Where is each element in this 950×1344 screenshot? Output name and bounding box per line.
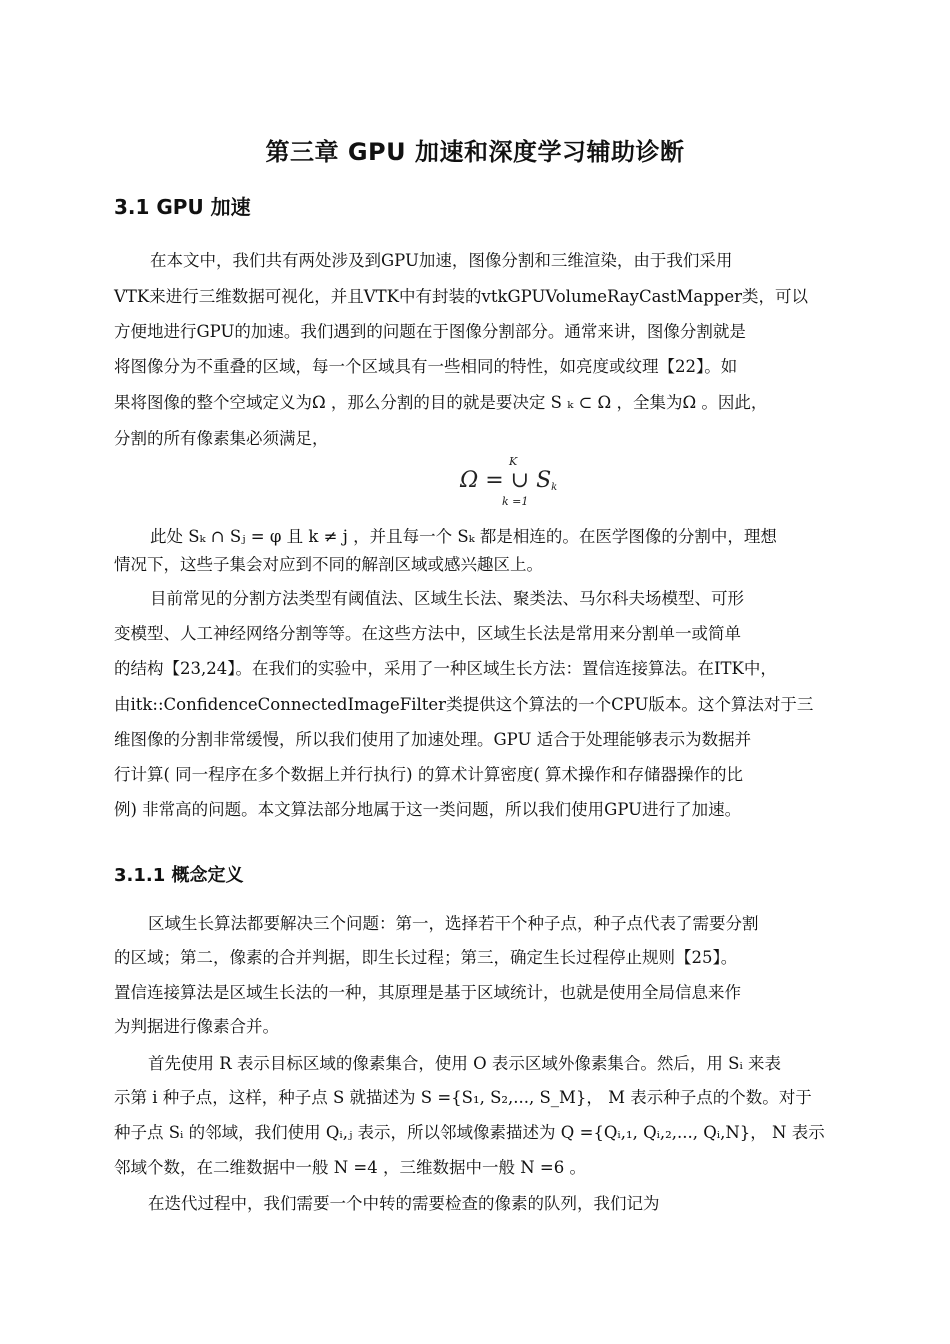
chapter-title: 第三章 GPU 加速和深度学习辅助诊断 [265, 138, 685, 166]
text-line: 目前常见的分割方法类型有阈值法、区域生长法、聚类法、马尔科夫场模型、可形 [150, 589, 744, 608]
equation-subscript: k [551, 482, 558, 493]
text-line: 情况下，这些子集会对应到不同的解剖区域或感兴趣区上。 [114, 555, 543, 574]
text-line: 置信连接算法是区域生长法的一种，其原理是基于区域统计，也就是使用全局信息来作 [114, 983, 741, 1002]
subsection-title: 3.1.1 概念定义 [114, 865, 244, 886]
text-line: 将图像分为不重叠的区域，每一个区域具有一些相同的特性，如亮度或纹理【22】。如 [114, 357, 738, 376]
text-line: 由itk::ConfidenceConnectedImageFilter类提供这个算法的一个CPU版本。这个算法对于三 [114, 695, 814, 714]
text-line: 的结构【23,24】。在我们的实验中，采用了一种区域生长方法：置信连接算法。在ITK中， [114, 659, 777, 678]
equation-main: Ω = ∪ S [460, 468, 552, 493]
text-line: 例) 非常高的问题。本文算法部分地属于这一类问题，所以我们使用GPU进行了加速。 [114, 800, 742, 819]
text-line: 为判据进行像素合并。 [114, 1017, 279, 1036]
equation-upper-limit: K [509, 455, 518, 468]
equation-lower-limit: k =1 [502, 495, 529, 508]
display-equation [0, 455, 950, 511]
text-line: 方便地进行GPU的加速。我们遇到的问题在于图像分割部分。通常来讲，图像分割就是 [114, 322, 746, 341]
text-line: 示第 i 种子点，这样，种子点 S 就描述为 S ={S₁, S₂,..., S_M}， M 表示种子点的个数。对于 [114, 1088, 812, 1107]
text-line: 维图像的分割非常缓慢，所以我们使用了加速处理。GPU 适合于处理能够表示为数据并 [114, 730, 752, 749]
text-line: 首先使用 R 表示目标区域的像素集合，使用 O 表示区域外像素集合。然后，用 Sᵢ 来表 [148, 1054, 782, 1073]
section-title: 3.1 GPU 加速 [114, 195, 251, 219]
text-line: 邻域个数，在二维数据中一般 N =4 ，三维数据中一般 N =6 。 [114, 1158, 586, 1177]
text-line: 行计算( 同一程序在多个数据上并行执行) 的算术计算密度( 算术操作和存储器操作的比 [114, 765, 744, 784]
text-line: 此处 Sₖ ∩ Sⱼ = φ 且 k ≠ j ，并且每一个 Sₖ 都是相连的。在医学图像的分割中，理想 [150, 527, 777, 546]
text-line: 变模型、人工神经网络分割等等。在这些方法中，区域生长法是常用来分割单一或简单 [114, 624, 741, 643]
text-line: 区域生长算法都要解决三个问题：第一，选择若干个种子点，种子点代表了需要分割 [148, 914, 759, 933]
text-line: 果将图像的整个空域定义为Ω ，那么分割的目的就是要决定 S ₖ ⊂ Ω ，全集为Ω 。因此， [114, 393, 768, 412]
text-line: 分割的所有像素集必须满足， [114, 429, 329, 448]
text-line: 在本文中，我们共有两处涉及到GPU加速，图像分割和三维渲染，由于我们采用 [150, 251, 733, 270]
text-line: 在迭代过程中，我们需要一个中转的需要检查的像素的队列，我们记为 [148, 1194, 660, 1213]
text-line: 的区域；第二，像素的合并判据，即生长过程；第三，确定生长过程停止规则【25】。 [114, 948, 738, 967]
text-line: 种子点 Sᵢ 的邻域，我们使用 Qᵢ,ⱼ 表示，所以邻域像素描述为 Q ={Qᵢ,₁, Qᵢ,₂,..., Qᵢ,N}， N 表示 [114, 1123, 825, 1142]
text-line: VTK来进行三维数据可视化，并且VTK中有封装的vtkGPUVolumeRayCastMapper类，可以 [114, 287, 809, 306]
